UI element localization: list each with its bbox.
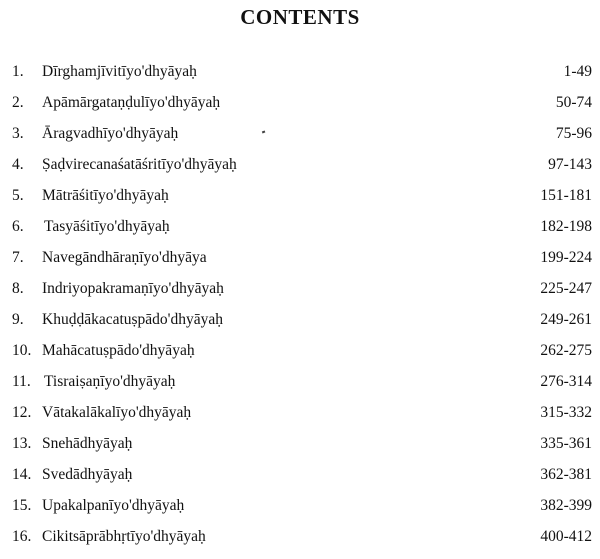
- toc-entry: [0, 273, 600, 304]
- entry-number: 9.: [12, 311, 24, 328]
- chapter-title: Mahācatuṣpādo'dhyāyaḥ: [42, 342, 195, 359]
- chapter-title: Khuḍḍākacatuṣpādo'dhyāyaḥ: [42, 311, 223, 328]
- toc-entry: [0, 335, 600, 366]
- table-of-contents: [0, 56, 600, 552]
- entry-number: 11.: [12, 373, 31, 390]
- entry-number: 7.: [12, 249, 24, 266]
- chapter-title: Apāmārgataṇḍulīyo'dhyāyaḥ: [42, 94, 221, 111]
- toc-entry: [0, 459, 600, 490]
- page-range: 276-314: [540, 373, 592, 390]
- chapter-title: Tasyāśitīyo'dhyāyaḥ: [44, 218, 170, 235]
- chapter-title: Tisraiṣaṇīyo'dhyāyaḥ: [44, 373, 176, 390]
- page-range: 151-181: [540, 187, 592, 204]
- chapter-title: Dīrghamjīvitīyo'dhyāyaḥ: [42, 63, 197, 80]
- toc-entry: [0, 366, 600, 397]
- chapter-title: Vātakalākalīyo'dhyāyaḥ: [42, 404, 192, 421]
- page-range: 75-96: [555, 125, 592, 142]
- chapter-title: Navegāndhāraṇīyo'dhyāya: [42, 249, 207, 266]
- entry-number: 1.: [12, 63, 24, 80]
- chapter-title: Cikitsāprābhṛtīyo'dhyāyaḥ: [42, 528, 206, 545]
- entry-number: 12.: [12, 404, 32, 421]
- entry-number: 13.: [12, 435, 32, 452]
- toc-entry: [0, 490, 600, 521]
- page-range: 362-381: [540, 466, 592, 483]
- page-range: 50-74: [555, 94, 592, 111]
- chapter-title: Svedādhyāyaḥ: [42, 466, 133, 483]
- entry-number: 2.: [12, 94, 24, 111]
- entry-number: 6.: [12, 218, 24, 235]
- page-range: 400-412: [540, 528, 592, 545]
- entry-number: 8.: [12, 280, 24, 297]
- entry-number: 14.: [12, 466, 32, 483]
- page-range: 335-361: [540, 435, 592, 452]
- toc-entry: [0, 521, 600, 552]
- entry-number: 15.: [12, 497, 32, 514]
- toc-entry: [0, 397, 600, 428]
- toc-entry: [0, 149, 600, 180]
- page-range: 97-143: [548, 156, 592, 173]
- chapter-title: Āragvadhīyo'dhyāyaḥ: [42, 125, 179, 142]
- chapter-title: Upakalpanīyo'dhyāyaḥ: [42, 497, 185, 514]
- entry-number: 16.: [12, 528, 32, 545]
- page-range: 1-49: [563, 63, 592, 80]
- toc-entry: [0, 56, 600, 87]
- toc-entry: [0, 242, 600, 273]
- toc-entry: [0, 87, 600, 118]
- entry-number: 5.: [12, 187, 24, 204]
- chapter-title: Indriyopakramaṇīyo'dhyāyaḥ: [42, 280, 224, 297]
- toc-entry: [0, 118, 600, 149]
- page-range: 199-224: [540, 249, 592, 266]
- page-title: CONTENTS: [240, 5, 360, 29]
- entry-number: 3.: [12, 125, 24, 142]
- page-range: 182-198: [540, 218, 592, 235]
- entry-number: 10.: [12, 342, 32, 359]
- page-range: 315-332: [540, 404, 592, 421]
- page-range: 382-399: [540, 497, 592, 514]
- page-range: 225-247: [540, 280, 592, 297]
- chapter-title: Ṣaḍvirecanaśatāśritīyo'dhyāyaḥ: [42, 156, 237, 173]
- entry-number: 4.: [12, 156, 24, 173]
- toc-entry: [0, 428, 600, 459]
- page-range: 262-275: [540, 342, 592, 359]
- chapter-title: Snehādhyāyaḥ: [42, 435, 133, 452]
- page-range: 249-261: [540, 311, 592, 328]
- toc-entry: [0, 180, 600, 211]
- chapter-title: Mātrāśitīyo'dhyāyaḥ: [42, 187, 169, 204]
- toc-entry: [0, 211, 600, 242]
- toc-entry: [0, 304, 600, 335]
